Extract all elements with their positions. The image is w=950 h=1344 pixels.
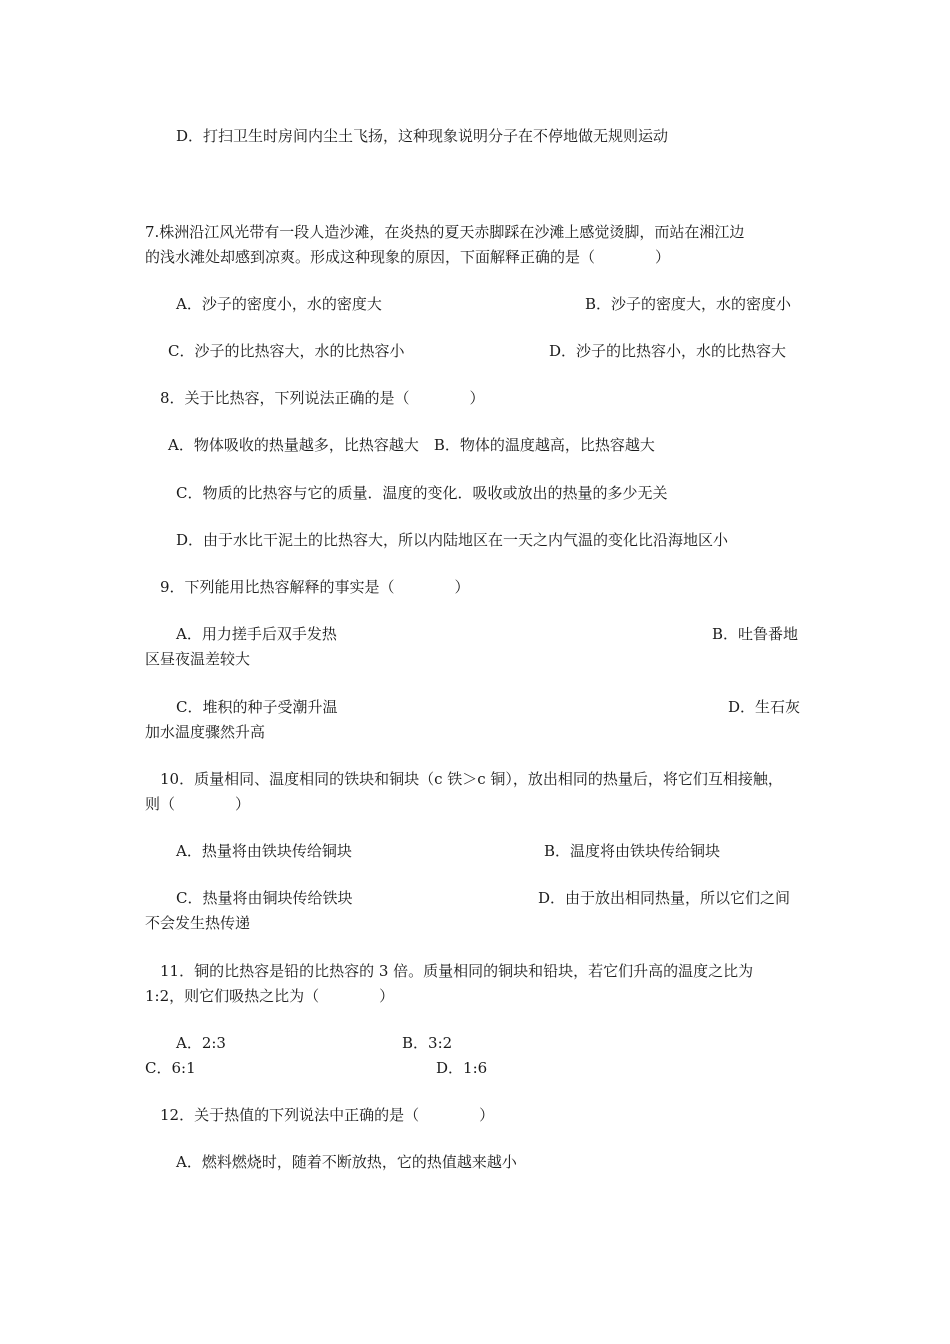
question-8-option-c: C．物质的比热容与它的质量．温度的变化．吸收或放出的热量的多少无关 — [176, 484, 668, 502]
question-8-option-d: D．由于水比干泥土的比热容大，所以内陆地区在一天之内气温的变化比沿海地区小 — [176, 531, 729, 549]
question-8-stem: 8．关于比热容，下列说法正确的是（ ） — [160, 389, 485, 407]
question-7-option-a: A．沙子的密度小，水的密度大 — [176, 295, 382, 313]
question-11-option-b: B．3:2 — [402, 1034, 453, 1052]
question-10-stem-line-2: 则（ ） — [145, 795, 251, 813]
question-7-option-d: D．沙子的比热容小，水的比热容大 — [549, 342, 787, 360]
question-10-option-b: B．温度将由铁块传给铜块 — [544, 842, 721, 860]
question-9-option-d: D．生石灰 — [728, 698, 801, 716]
question-11-option-c: C．6:1 — [145, 1059, 196, 1077]
question-11-stem-line-2: 1:2，则它们吸热之比为（ ） — [145, 987, 395, 1005]
question-7-stem-line-1: 7.株洲沿江风光带有一段人造沙滩，在炎热的夏天赤脚踩在沙滩上感觉烫脚，而站在湘江边 — [145, 223, 745, 241]
question-10-option-d-cont: 不会发生热传递 — [145, 914, 251, 932]
question-7-stem-line-2: 的浅水滩处却感到凉爽。形成这种现象的原因，下面解释正确的是（ ） — [145, 248, 671, 266]
question-11-stem-line-1: 11．铜的比热容是铅的比热容的 3 倍。质量相同的铜块和铅块，若它们升高的温度之比为 — [160, 962, 754, 980]
question-9-option-d-cont: 加水温度骤然升高 — [145, 723, 266, 741]
question-7-option-b: B．沙子的密度大，水的密度小 — [585, 295, 792, 313]
question-11-option-a: A．2:3 — [176, 1034, 226, 1052]
question-10-option-a: A．热量将由铁块传给铜块 — [176, 842, 352, 860]
question-10-option-d: D．由于放出相同热量，所以它们之间 — [538, 889, 791, 907]
question-9-option-a: A．用力搓手后双手发热 — [176, 625, 337, 643]
question-10-stem-line-1: 10．质量相同、温度相同的铁块和铜块（c 铁＞c 铜），放出相同的热量后，将它们互相接触， — [160, 770, 783, 788]
question-11-option-d: D．1:6 — [436, 1059, 488, 1077]
question-7-option-c: C．沙子的比热容大，水的比热容小 — [168, 342, 405, 360]
question-9-option-c: C．堆积的种子受潮升温 — [176, 698, 338, 716]
question-9-option-b-cont: 区昼夜温差较大 — [145, 650, 251, 668]
question-12-stem: 12．关于热值的下列说法中正确的是（ ） — [160, 1106, 495, 1124]
question-9-stem: 9．下列能用比热容解释的事实是（ ） — [160, 578, 470, 596]
question-9-option-b: B．吐鲁番地 — [712, 625, 799, 643]
question-6-option-d: D．打扫卫生时房间内尘土飞扬，这种现象说明分子在不停地做无规则运动 — [176, 127, 669, 145]
question-10-option-c: C．热量将由铜块传给铁块 — [176, 889, 353, 907]
question-12-option-a: A．燃料燃烧时，随着不断放热，它的热值越来越小 — [176, 1153, 517, 1171]
question-8-options-a-b: A．物体吸收的热量越多，比热容越大 B．物体的温度越高，比热容越大 — [168, 436, 655, 454]
